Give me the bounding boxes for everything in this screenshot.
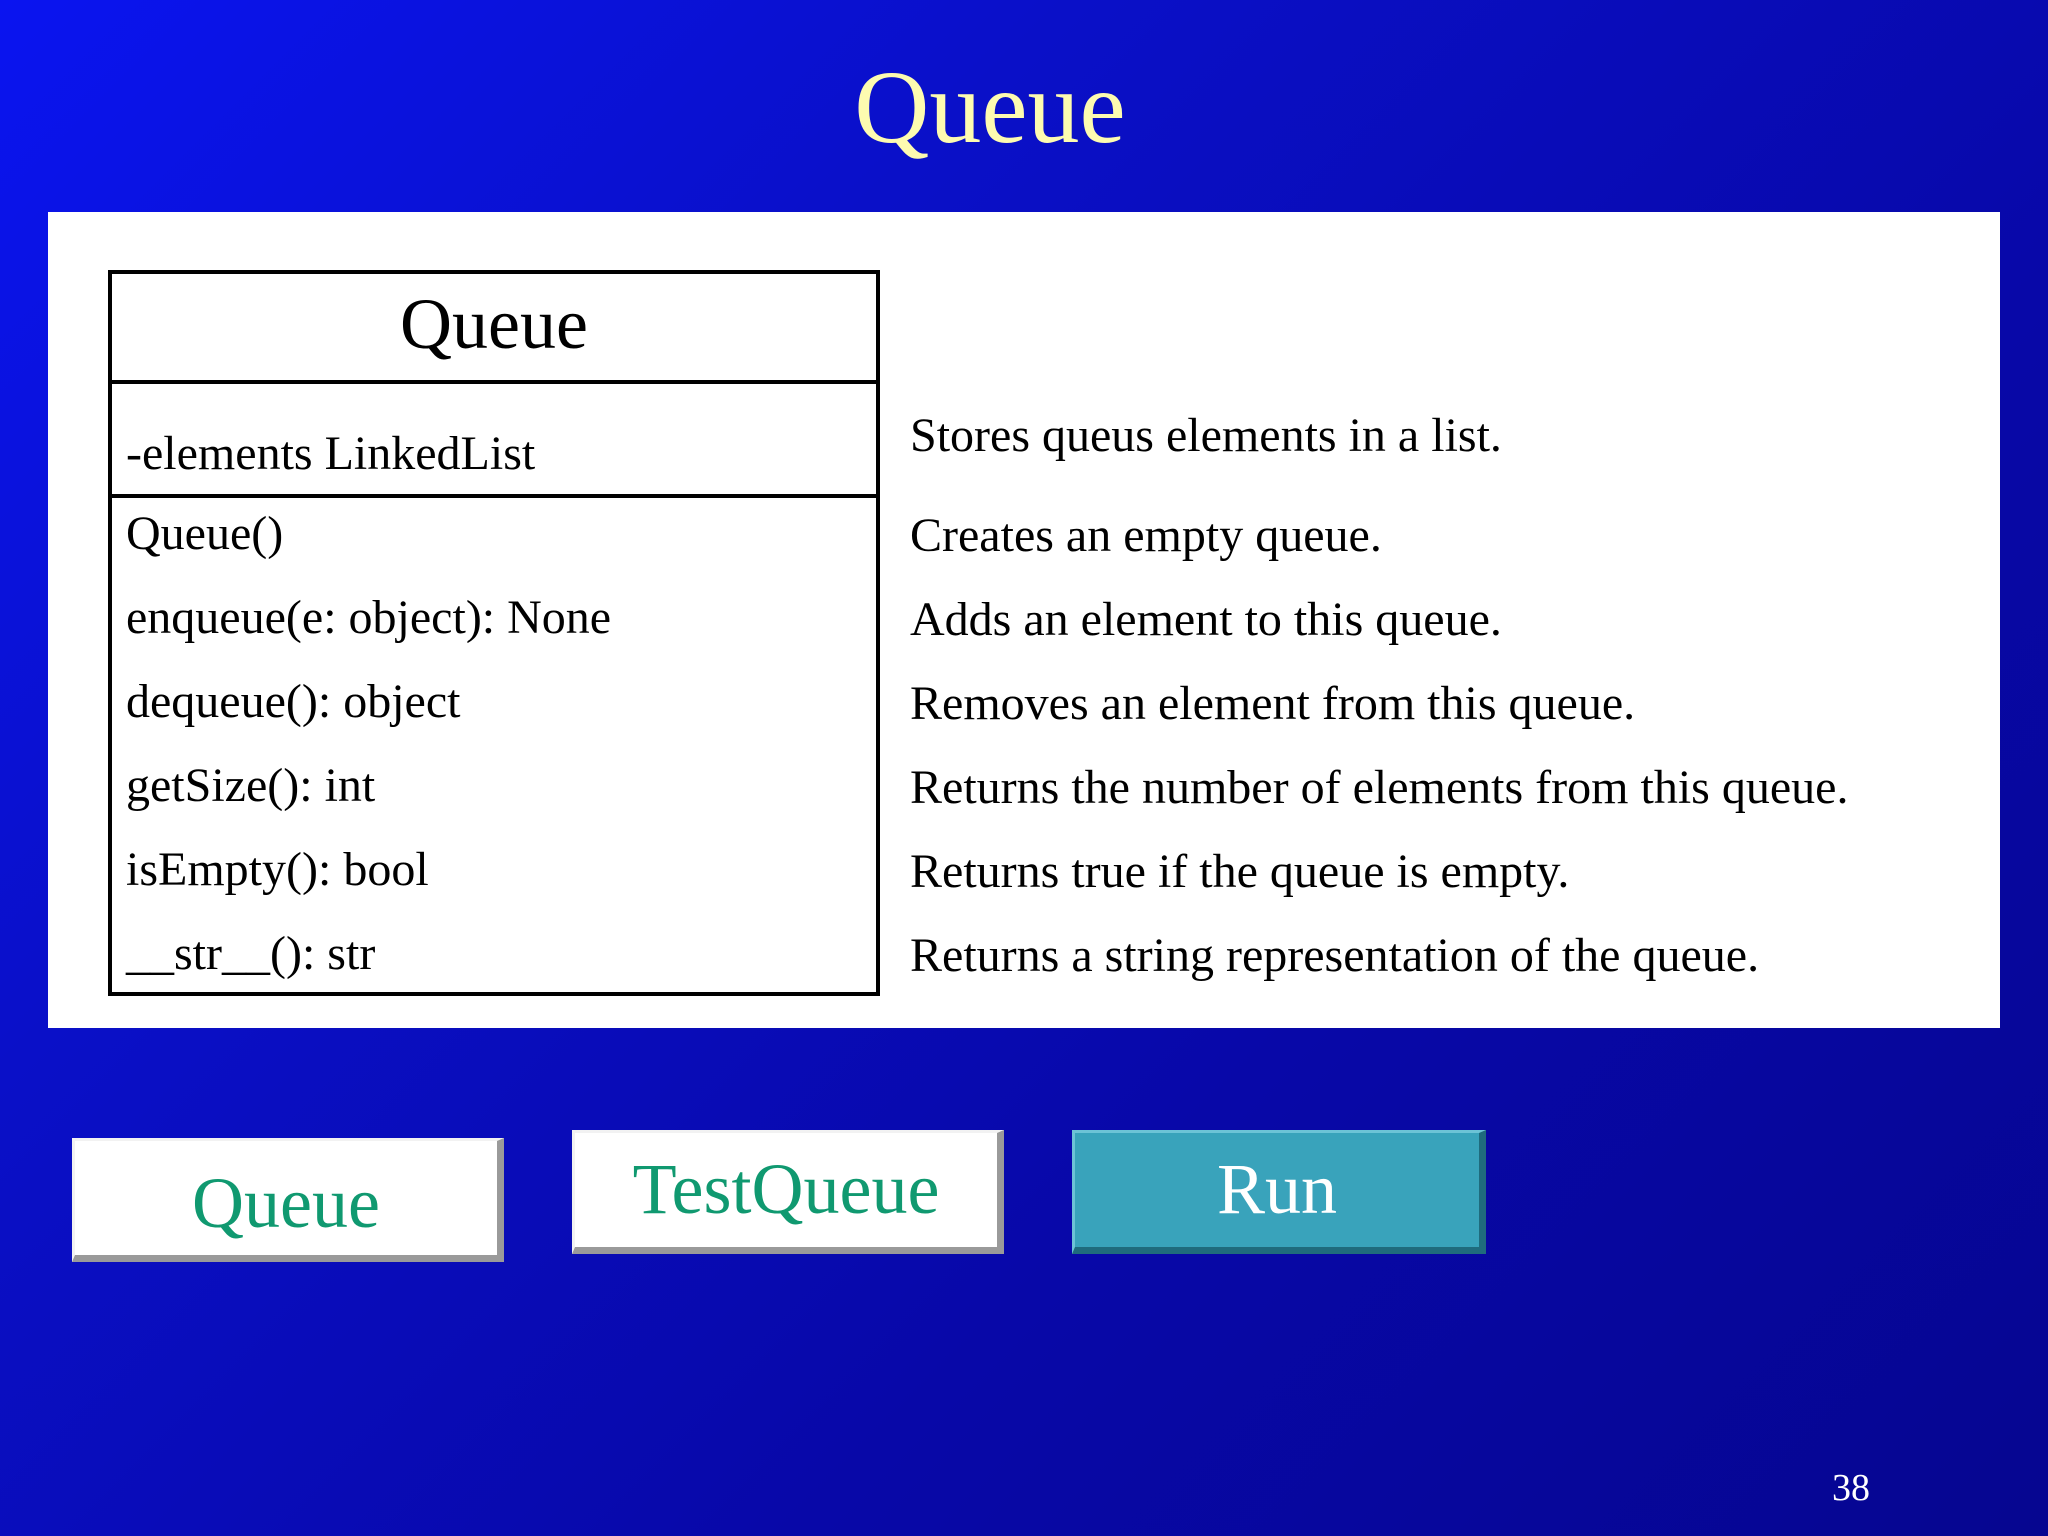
uml-class-box <box>108 270 880 996</box>
slide-title: Queue <box>854 50 1126 165</box>
uml-class-name: Queue <box>112 274 876 384</box>
uml-method: enqueue(e: object): None <box>126 591 612 644</box>
uml-method: Queue() <box>126 507 284 560</box>
run-button[interactable]: Run <box>1072 1130 1486 1254</box>
uml-method: dequeue(): object <box>126 675 461 728</box>
uml-field: -elements LinkedList <box>126 427 536 480</box>
description-method: Adds an element to this queue. <box>910 593 1502 646</box>
description-method: Removes an element from this queue. <box>910 677 1636 730</box>
description-method: Returns the number of elements from this queue. <box>910 761 1849 814</box>
uml-diagram-panel <box>48 212 2000 1028</box>
page-number: 38 <box>1832 1467 1870 1509</box>
description-field: Stores queus elements in a list. <box>910 409 1502 462</box>
description-method: Returns true if the queue is empty. <box>910 845 1570 898</box>
description-method: Returns a string representation of the queue. <box>910 929 1760 982</box>
description-method: Creates an empty queue. <box>910 509 1382 562</box>
uml-method: isEmpty(): bool <box>126 843 429 896</box>
uml-method: getSize(): int <box>126 759 376 812</box>
uml-method: __str__(): str <box>126 927 376 980</box>
uml-fields-section <box>112 384 876 498</box>
queue-button[interactable]: Queue <box>72 1138 504 1262</box>
testqueue-button[interactable]: TestQueue <box>572 1130 1004 1254</box>
